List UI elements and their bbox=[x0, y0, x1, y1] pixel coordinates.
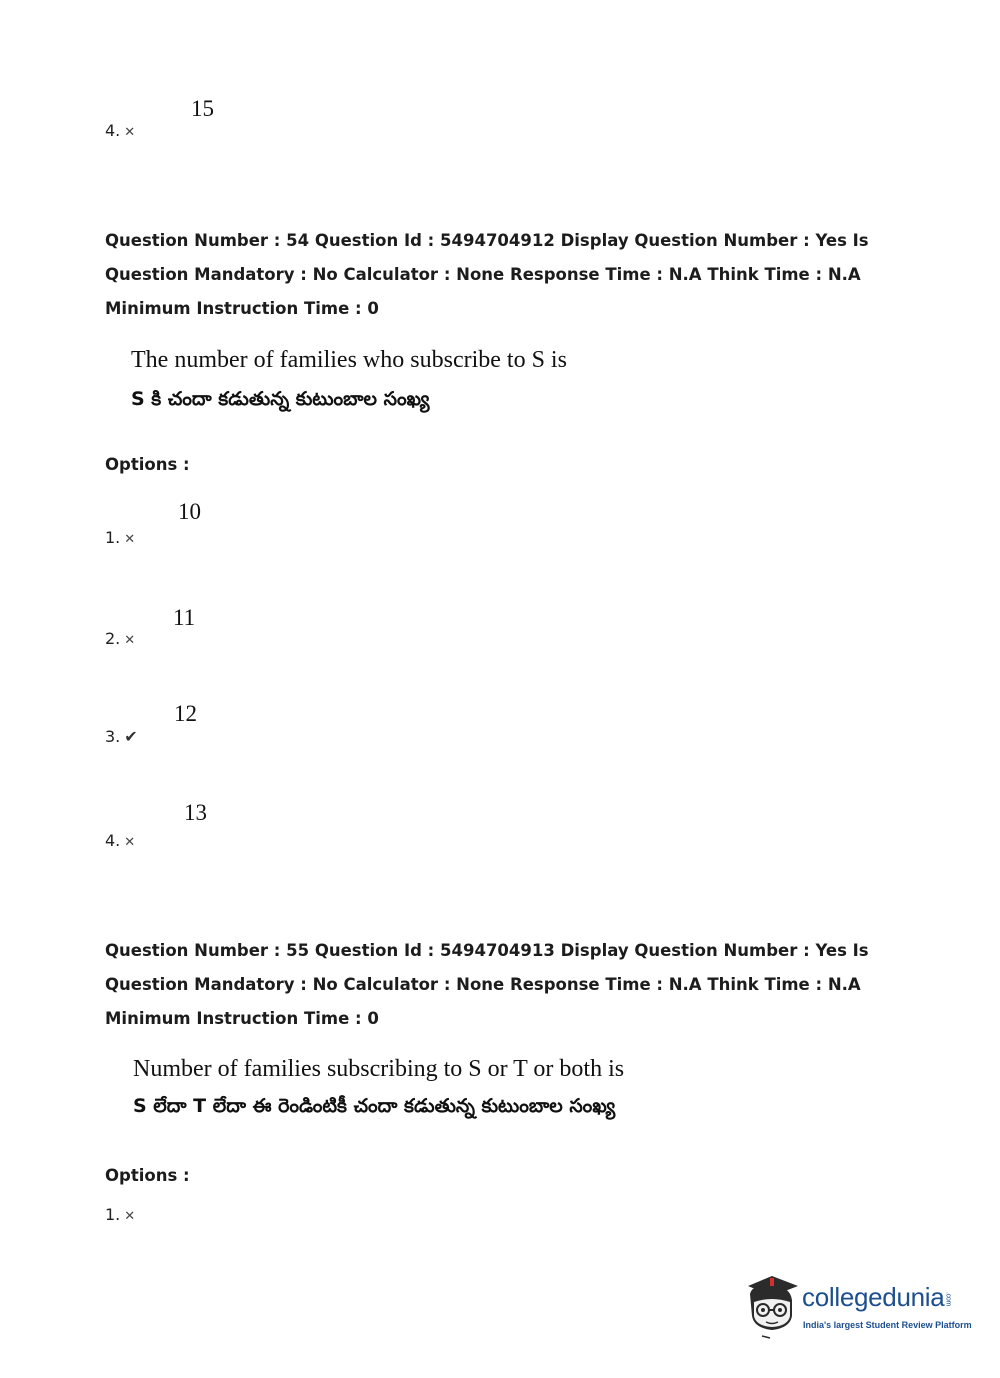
logo-tagline: India's largest Student Review Platform bbox=[803, 1320, 972, 1330]
option-number bbox=[105, 121, 135, 140]
option-value: 12 bbox=[174, 701, 197, 726]
mascot-icon bbox=[742, 1272, 800, 1340]
option-number-text: 3. bbox=[105, 727, 121, 746]
option-number-text: 4. bbox=[105, 121, 121, 140]
option-number bbox=[105, 528, 135, 547]
collegedunia-logo bbox=[742, 1272, 972, 1342]
option-value: 10 bbox=[178, 499, 201, 524]
option-value: 11 bbox=[173, 605, 196, 630]
question-meta: Question Number : 54 Question Id : 5494704912 Display Question Number : Yes Is Question Mandatory : No Calculator : None Response Time : N.A Think Time : N.A Minimum Instruction Time : 0 bbox=[105, 231, 869, 318]
cross-icon: ✕ bbox=[124, 835, 136, 850]
logo-name: collegedunia bbox=[802, 1282, 945, 1312]
option-number bbox=[105, 727, 138, 746]
question-text-english: The number of families who subscribe to S is bbox=[131, 347, 567, 373]
question-meta: Question Number : 55 Question Id : 5494704913 Display Question Number : Yes Is Question Mandatory : No Calculator : None Response Time : N.A Think Time : N.A Minimum Instruction Time : 0 bbox=[105, 941, 869, 1028]
options-label: Options : bbox=[105, 1166, 190, 1185]
option-number bbox=[105, 629, 135, 648]
options-label: Options : bbox=[105, 455, 190, 474]
question-text-english: Number of families subscribing to S or T or both is bbox=[133, 1056, 625, 1082]
option-number-text: 1. bbox=[105, 1205, 121, 1224]
cross-icon: ✕ bbox=[124, 1209, 136, 1224]
option-value: 15 bbox=[191, 96, 214, 121]
check-icon: ✔ bbox=[124, 727, 138, 746]
question-text-telugu: S కి చందా కడుతున్న కుటుంబాల సంఖ్య bbox=[131, 388, 430, 410]
option-number-text: 2. bbox=[105, 629, 121, 648]
logo-wordmark bbox=[802, 1282, 951, 1313]
cross-icon: ✕ bbox=[124, 532, 136, 547]
cross-icon: ✕ bbox=[124, 633, 136, 648]
option-number-text: 1. bbox=[105, 528, 121, 547]
option-number bbox=[105, 831, 135, 850]
logo-dotcom: .com bbox=[944, 1292, 952, 1307]
option-number-text: 4. bbox=[105, 831, 121, 850]
question-text-telugu: S లేదా T లేదా ఈ రెండింటికీ చందా కడుతున్న కుటుంబాల సంఖ్య bbox=[133, 1095, 616, 1117]
cross-icon: ✕ bbox=[124, 125, 136, 140]
option-value: 13 bbox=[184, 800, 207, 825]
option-number bbox=[105, 1205, 135, 1224]
